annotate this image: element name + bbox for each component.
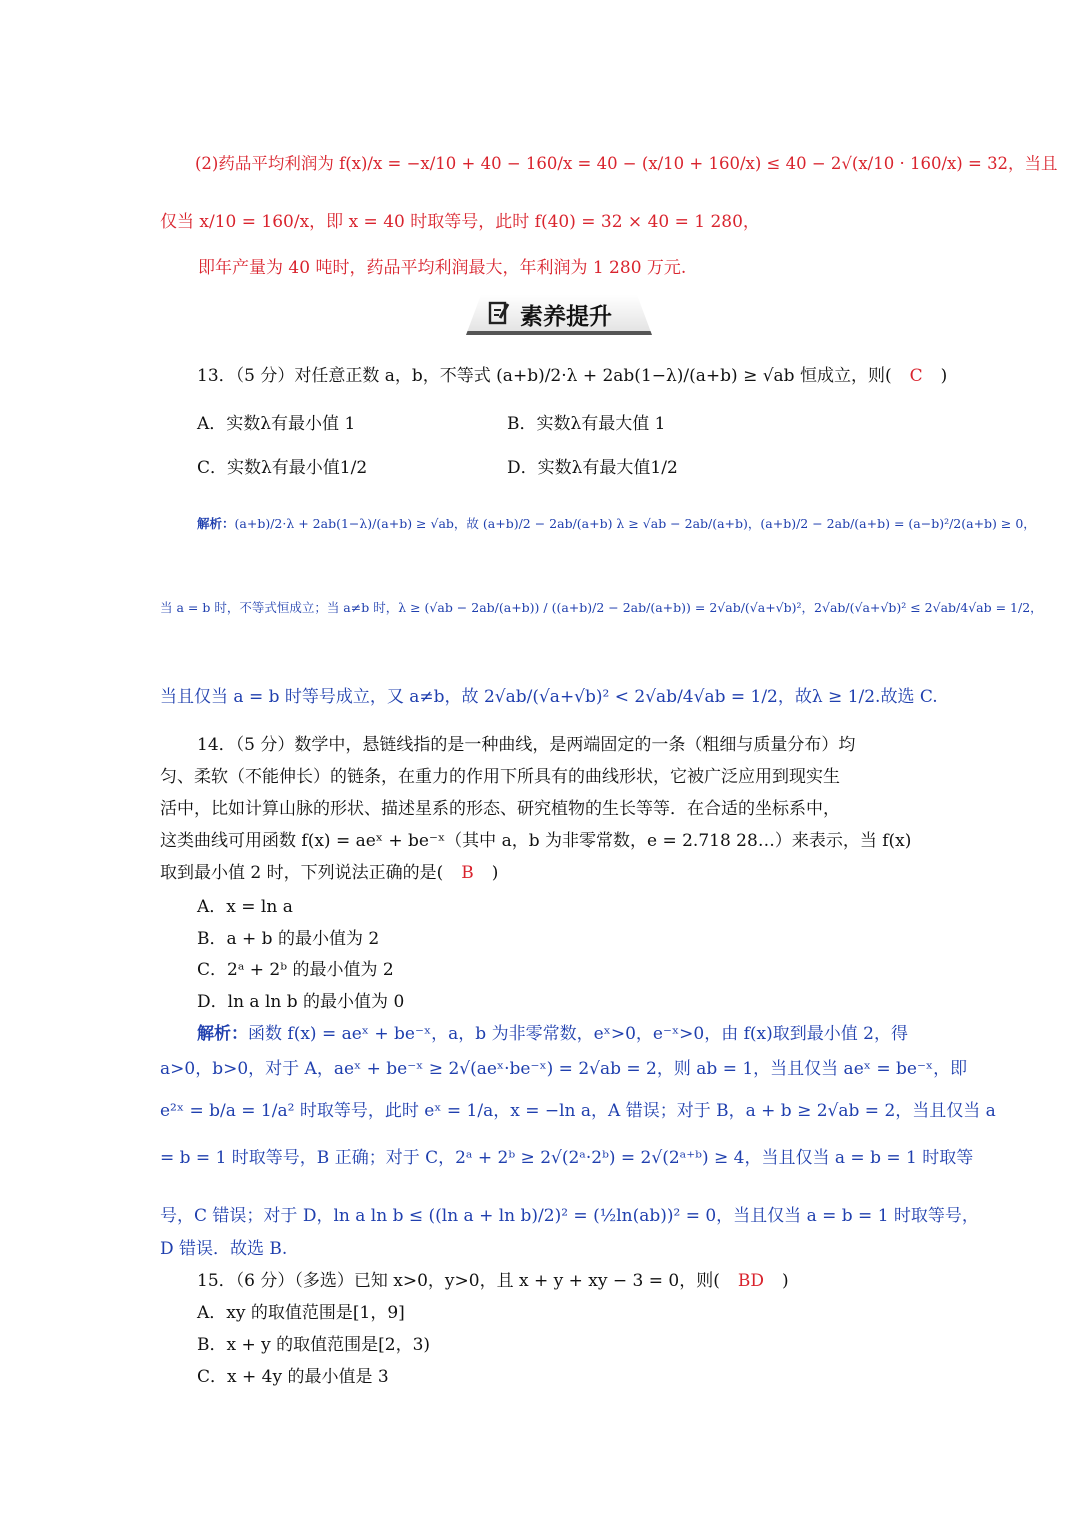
q14-analysis-6: D 错误．故选 B. (160, 1239, 288, 1259)
q13-stem: 13．（5 分）对任意正数 a，b，不等式 (a+b)/2·λ + 2ab(1−λ)/(a+b) ≥ √ab 恒成立，则( C ) (197, 366, 948, 386)
solution-line-1: (2)药品平均利润为 f(x)/x = −x/10 + 40 − 160/x = 40 − (x/10 + 160/x) ≤ 40 − 2√(x/10 · 160/x) = 32，当且 (195, 154, 1058, 173)
q14-option-d: D．ln a ln b 的最小值为 0 (197, 992, 405, 1012)
section-title: 素养提升 (520, 304, 612, 330)
solution-line-3: 即年产量为 40 吨时，药品平均利润最大，年利润为 1 280 万元. (198, 258, 687, 278)
q13-analysis-1: 解析：(a+b)/2·λ + 2ab(1−λ)/(a+b) ≥ √ab，故 (a+b)/2 − 2ab/(a+b) λ ≥ √ab − 2ab/(a+b)，(a+b)/2 − 2ab/(a+b) = (a−b)²/2(a+b) ≥ 0， (197, 516, 1036, 531)
q13-option-d: D．实数λ有最大值1/2 (507, 458, 678, 478)
q13-option-a: A．实数λ有最小值 1 (197, 414, 356, 434)
q14-analysis-3: e²ˣ = b/a = 1/a² 时取等号，此时 eˣ = 1/a，x = −ln a，A 错误；对于 B，a + b ≥ 2√ab = 2，当且仅当 a (160, 1101, 996, 1121)
q13-analysis-2: 当 a = b 时，不等式恒成立；当 a≠b 时，λ ≥ (√ab − 2ab/(a+b)) / ((a+b)/2 − 2ab/(a+b)) = 2√ab/(√a+√b)²，2√ab/(√a+√b)² ≤ 2√ab/4√ab = 1/2， (160, 600, 1043, 615)
q14-stem-2: 匀、柔软（不能伸长）的链条，在重力的作用下所具有的曲线形状，它被广泛应用到现实生 (160, 767, 840, 787)
q14-analysis-2: a>0，b>0，对于 A，aeˣ + be⁻ˣ ≥ 2√(aeˣ·be⁻ˣ) = 2√ab = 2，则 ab = 1，当且仅当 aeˣ = be⁻ˣ，即 (160, 1059, 968, 1079)
q14-option-a: A．x = ln a (197, 897, 293, 917)
q15-stem: 15．（6 分）（多选）已知 x>0，y>0，且 x + y + xy − 3 = 0，则( BD ) (197, 1271, 789, 1291)
q13-option-b: B．实数λ有最大值 1 (507, 414, 666, 434)
q14-analysis-4: = b = 1 时取等号，B 正确；对于 C，2ᵃ + 2ᵇ ≥ 2√(2ᵃ·2ᵇ) = 2√(2ᵃ⁺ᵇ) ≥ 4，当且仅当 a = b = 1 时取等 (160, 1148, 974, 1168)
q15-answer: BD (737, 1271, 764, 1291)
q14-option-b: B．a + b 的最小值为 2 (197, 929, 380, 949)
q14-answer: B (461, 863, 474, 883)
q14-stem-3: 活中，比如计算山脉的形状、描述星系的形态、研究植物的生长等等．在合适的坐标系中， (160, 799, 840, 819)
q13-option-c: C．实数λ有最小值1/2 (197, 458, 368, 478)
q14-stem-1: 14．（5 分）数学中，悬链线指的是一种曲线，是两端固定的一条（粗细与质量分布）均 (197, 735, 856, 755)
q13-answer: C (909, 366, 923, 386)
q15-option-c: C．x + 4y 的最小值是 3 (197, 1367, 389, 1387)
q13-analysis-3: 当且仅当 a = b 时等号成立，又 a≠b，故 2√ab/(√a+√b)² < 2√ab/4√ab = 1/2，故λ ≥ 1/2.故选 C. (160, 687, 938, 707)
q14-stem-4: 这类曲线可用函数 f(x) = aeˣ + be⁻ˣ（其中 a，b 为非零常数，e = 2.718 28…）来表示，当 f(x) (160, 831, 912, 851)
q15-option-b: B．x + y 的取值范围是[2，3) (197, 1335, 431, 1355)
q15-option-a: A．xy 的取值范围是[1，9] (197, 1303, 405, 1323)
q14-analysis-5: 号，C 错误；对于 D，ln a ln b ≤ ((ln a + ln b)/2)² = (½ln(ab))² = 0，当且仅当 a = b = 1 时取等号， (160, 1206, 979, 1226)
q14-analysis-1: 解析：函数 f(x) = aeˣ + be⁻ˣ，a，b 为非零常数，eˣ>0，e⁻ˣ>0，由 f(x)取到最小值 2，得 (197, 1024, 908, 1044)
solution-line-2: 仅当 x/10 = 160/x，即 x = 40 时取等号，此时 f(40) = 32 × 40 = 1 280， (160, 212, 760, 232)
q14-stem-5: 取到最小值 2 时，下列说法正确的是( B ) (160, 863, 499, 883)
q14-option-c: C．2ᵃ + 2ᵇ 的最小值为 2 (197, 960, 394, 980)
